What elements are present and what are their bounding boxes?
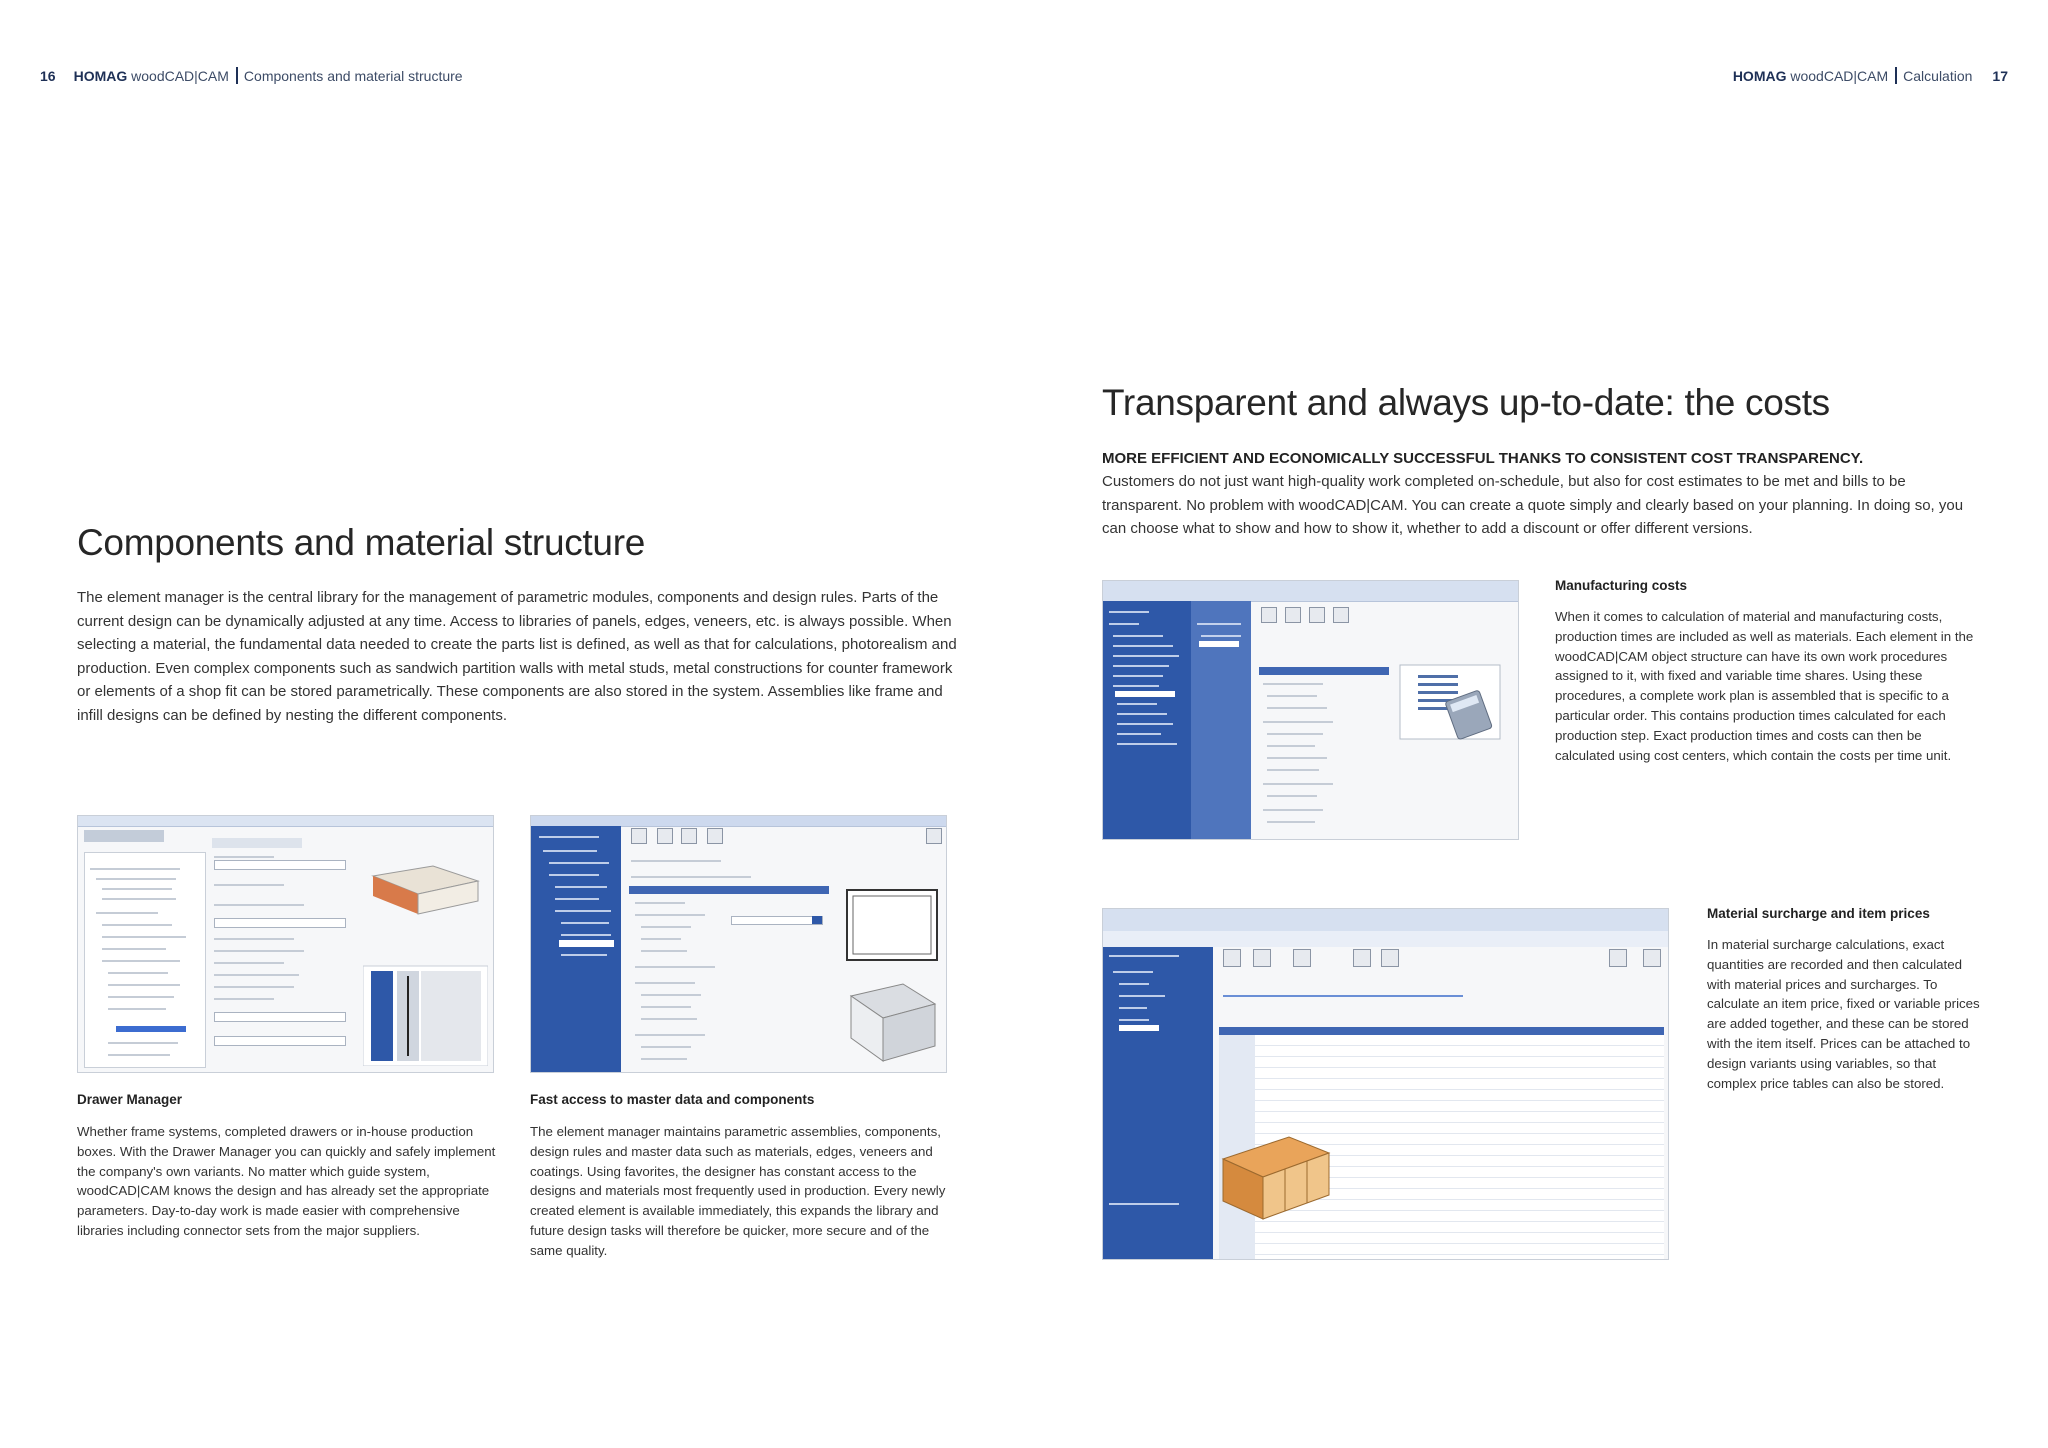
left-page-title: Components and material structure — [77, 522, 645, 563]
brand-name: HOMAG — [1732, 68, 1787, 84]
calculator-document-icon — [1398, 663, 1508, 743]
section-name: Components and material structure — [243, 68, 463, 84]
page-header-left — [40, 67, 463, 84]
item-prices-caption-text: In material surcharge calculations, exact quantities are recorded and then calculated with material prices and surcharges. To calculate an item price, fixed or variable prices are added together, and these can be stored with the item itself. Prices can be attached to design variants using variables, so that complex price tables can also be stored. — [1707, 937, 1980, 1091]
product-name: woodCAD|CAM — [1790, 68, 1889, 84]
element-manager-caption-title: Fast access to master data and components — [530, 1092, 815, 1107]
right-page-title: Transparent and always up-to-date: the costs — [1102, 382, 1830, 423]
manufacturing-costs-screenshot — [1102, 580, 1519, 840]
element-manager-caption-text: The element manager maintains parametric assemblies, components, design rules and master data such as materials, edges, veneers and coatings. Using favorites, the designer has constant access to the designs and materials most frequently used in production. Every newly created element is available immediately, this expands the library and future design tasks will therefore be quicker, more secure and of the same quality. — [530, 1124, 946, 1258]
page-number: 17 — [1992, 68, 2008, 84]
header-divider — [1895, 67, 1897, 84]
manufacturing-costs-caption-title: Manufacturing costs — [1555, 578, 1688, 593]
right-body-text: Customers do not just want high-quality work completed on-schedule, but also for cost estimates to be met and bills to be transparent. No problem with woodCAD|CAM. You can create a quote simply and clearly based on your planning. In doing so, you can choose what to show and how to show it, whether to add a discount or offer different versions. — [1102, 473, 1964, 537]
left-body-text: The element manager is the central library for the management of parametric modules, components and design rules. Parts of the current design can be dynamically adjusted at any time. Access to libraries of panels, edges, veneers, etc. is always possible. When selecting a material, the fundamental data needed to create the parts list is defined, as well as that for calculations, photorealism and production. Even complex components such as sandwich partition walls with metal studs, metal constructions for counter framework or elements of a shop fit can be stored parametrically. These components are also stored in the system. Assemblies like frame and infill designs can be defined by nesting the different components. — [77, 589, 957, 724]
item-prices-caption-title: Material surcharge and item prices — [1707, 906, 1930, 921]
header-divider — [236, 67, 238, 84]
manufacturing-costs-caption-text: When it comes to calculation of material and manufacturing costs, production times are included as well as materials. Each element in the woodCAD|CAM object structure can have its own work procedures assigned to it, with fixed and variable time shares. Using these procedures, a complete work plan is assembled that is specific to a particular order. This contains production times calculated for each production step. Exact production times and costs can then be calculated using cost centers, which contain the costs per time unit. — [1555, 609, 1974, 763]
drawer-manager-caption-text: Whether frame systems, completed drawers or in-house production boxes. With the Drawer Manager you can quickly and safely implement the company's own variants. No matter which guide system, woodCAD|CAM knows the design and has already set the appropriate parameters. Day-to-day work is made easier with comprehensive libraries including connector sets from the major suppliers. — [77, 1124, 496, 1238]
page-header-right — [1733, 67, 2008, 84]
page-number: 16 — [40, 68, 56, 84]
item-prices-screenshot — [1102, 908, 1669, 1260]
element-manager-screenshot — [530, 815, 947, 1073]
brand-name: HOMAG — [73, 68, 128, 84]
product-name: woodCAD|CAM — [131, 68, 229, 84]
cabinet-illustration — [1219, 1119, 1331, 1229]
drawer-manager-caption-title: Drawer Manager — [77, 1092, 183, 1107]
cabinet-illustration — [843, 886, 943, 1066]
drawer-manager-screenshot — [77, 815, 494, 1073]
section-name: Calculation — [1903, 68, 1973, 84]
right-lead-text: MORE EFFICIENT AND ECONOMICALLY SUCCESSFUL THANKS TO CONSISTENT COST TRANSPARENCY. — [1102, 450, 1864, 467]
drawer-illustration — [363, 846, 488, 1066]
